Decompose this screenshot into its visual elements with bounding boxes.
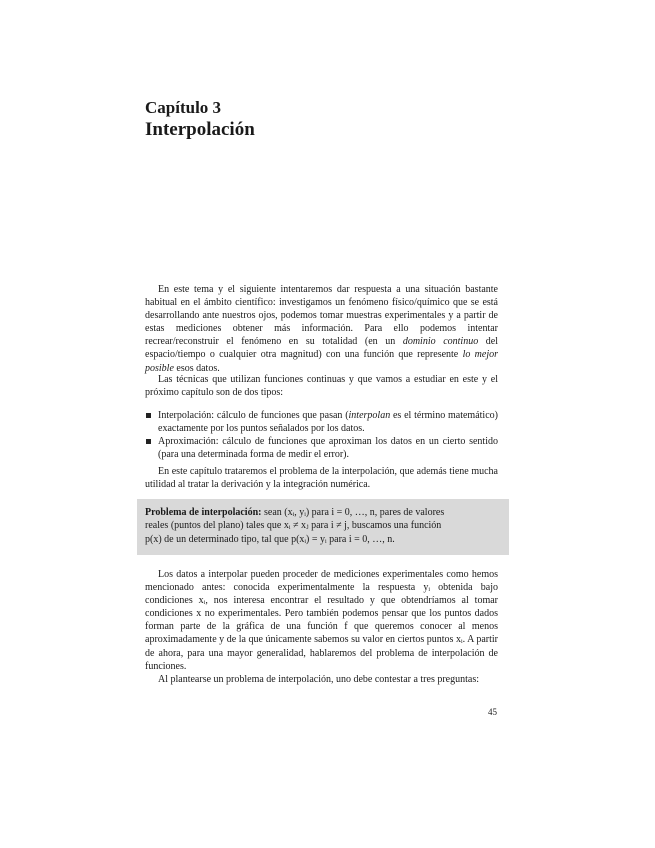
problem-line-1: sean (xᵢ, yᵢ) para i = 0, …, n, pares de valores <box>261 507 445 518</box>
intro-p1-emphasis-1: dominio continuo <box>402 336 479 348</box>
chapter-title: Interpolación <box>145 119 255 140</box>
intro-p1-text-c: esos datos. <box>173 362 220 374</box>
problem-line-2: reales (puntos del plano) tales que xᵢ ≠ xⱼ para i ≠ j, buscamos una función <box>145 520 442 532</box>
intro-p2-text: Las técnicas que utilizan funciones continuas y que vamos a estudiar en este y el próximo capítulo son de dos tipos: <box>145 374 498 399</box>
list-item-1-text-a: Interpolación: cálculo de funciones que pasan ( <box>158 410 349 421</box>
technique-list <box>145 409 498 461</box>
data-paragraph-1: Los datos a interpolar pueden proceder de mediciones experimentales como hemos mencionado antes: conocida experimentalmente la respuesta yᵢ obtenida bajo condiciones xᵢ, nos interesa encontrar el resultado y que obtendríamos al tomar condiciones x no experimentales. Pero también podemos pensar que los puntos dados forman parte de la gráfica de una función f que queremos conocer al menos aproximadamente y de la que únicamente sabemos su valor en ciertos puntos xᵢ. A partir de ahora, para una mayor generalidad, hablaremos del problema de interpolación de funciones. <box>145 569 498 672</box>
intro-p1-text-b: del espacio/tiempo o cualquier otra magnitud) con una función que represente <box>145 336 498 361</box>
problem-definition-text <box>145 506 501 546</box>
list-item-2-text: Aproximación: cálculo de funciones que aproximan los datos en un cierto sentido (para una determinada forma de medir el error). <box>158 436 498 461</box>
chapter-label: Capítulo 3 <box>145 98 222 117</box>
data-paragraph-2: Al plantearse un problema de interpolación, uno debe contestar a tres preguntas: <box>158 673 479 685</box>
list-item-1-text-b: es el término matemático) exactamente por los puntos señalados por los datos. <box>158 410 498 435</box>
intro-p1-emphasis-2: lo mejor posible <box>145 349 498 374</box>
square-bullet-icon <box>146 439 151 444</box>
intro-paragraph-2 <box>145 373 498 399</box>
intro-paragraph-3 <box>145 465 498 491</box>
problem-title: Problema de interpolación: <box>145 507 262 518</box>
intro-p3-text: En este capítulo trataremos el problema de la interpolación, que además tiene mucha utilidad al tratar la derivación y la integración numérica. <box>145 466 498 491</box>
list-item-approximation <box>145 435 498 461</box>
intro-paragraph-1 <box>145 283 498 375</box>
intro-p1-text-a: En este tema y el siguiente intentaremos dar respuesta a una situación bastante habitual en el ámbito científico: investigamos un fenómeno físico/químico que se está desarrollando ante nuestros ojos, podemos tomar muestras experimentales y a partir de estas mediciones obtener más información. Para ello podemos intentar recrear/reconstruir el fenómeno en su totalidad (en un <box>145 284 498 348</box>
list-item-1-emphasis: interpolan <box>348 410 391 421</box>
problem-line-3: p(x) de un determinado tipo, tal que p(xᵢ) = yᵢ para i = 0, …, n. <box>145 533 395 545</box>
list-item-interpolation <box>145 409 498 435</box>
square-bullet-icon <box>146 413 151 418</box>
data-section <box>145 568 498 686</box>
page-number: 45 <box>488 707 497 717</box>
